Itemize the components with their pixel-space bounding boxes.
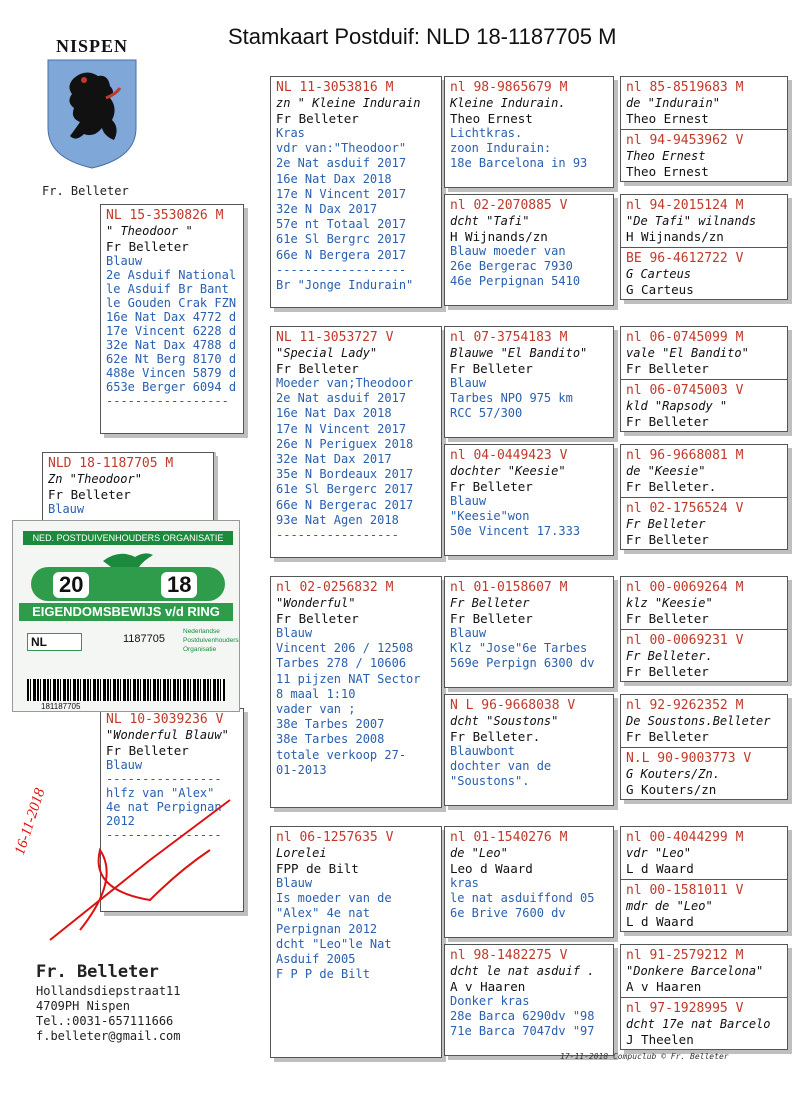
great-grandparent-detail-line: kras [450, 876, 479, 890]
grandparent-card [270, 326, 442, 558]
great-great-grandparent-owner: Theo Ernest [626, 164, 709, 179]
great-grandparent-owner: Theo Ernest [450, 111, 533, 126]
great-grandparent-detail-line: 46e Perpignan 5410 [450, 274, 581, 289]
great-great-grandparent-ring: BE 96-4612722 V [626, 251, 744, 266]
grandparent-detail-line: Is moeder van de [276, 891, 392, 906]
great-great-grandparent-name: G Kouters/Zn. [626, 767, 720, 781]
great-grandparent-detail-line: "Keesie"won [450, 509, 530, 524]
great-great-grandparent-owner: Fr Belleter [626, 414, 709, 429]
footer-email[interactable]: f.belleter@gmail.com [36, 1029, 181, 1043]
great-great-grandparent-owner: Fr Belleter [626, 611, 709, 626]
grandparent-detail-line: 32e N Dax 2017 [276, 202, 378, 217]
great-grandparent-detail-line: Donker kras [450, 994, 530, 1008]
signature-icon [40, 790, 240, 950]
grandparent-name: Lorelei [276, 846, 327, 860]
father-detail-line: 32e Nat Dax 4788 d [106, 338, 237, 352]
owner-short: Fr. Belleter [42, 184, 129, 198]
great-grandparent-name: de "Leo" [450, 846, 508, 860]
great-great-grandparent-owner: G Carteus [626, 282, 694, 297]
great-great-grandparent-card [621, 327, 787, 379]
father-detail-line: 653e Berger 6094 d [106, 380, 237, 394]
footer-stamp: 17-11-2018 Compuclub © Fr. Belleter [560, 1052, 729, 1061]
great-grandparent-owner: A v Haaren [450, 979, 526, 994]
page-title: Stamkaart Postduif: NLD 18-1187705 M [228, 24, 617, 49]
grandparent-ring: nl 06-1257635 V [276, 830, 394, 845]
mother-ring: NL 10-3039236 V [106, 712, 224, 727]
great-great-grandparent-card [621, 695, 787, 747]
grandparent-detail-line: ----------------- [276, 528, 399, 543]
great-grandparent-detail-line: Lichtkras. [450, 126, 523, 140]
great-great-grandparent-name: "Donkere Barcelona" [626, 964, 764, 978]
grandparent-ring: NL 11-3053727 V [276, 330, 394, 345]
father-detail-line: 62e Nt Berg 8170 d [106, 352, 237, 366]
grandparent-detail-line: F P P de Bilt [276, 967, 370, 982]
grandparent-ring: nl 02-0256832 M [276, 580, 394, 595]
great-great-grandparent-pair [620, 826, 788, 932]
grandparent-detail-line: Tarbes 278 / 10606 [276, 656, 407, 671]
great-great-grandparent-name: Fr Belleter [626, 517, 706, 531]
great-great-grandparent-ring: nl 00-1581011 V [626, 883, 744, 898]
great-great-grandparent-ring: nl 96-9668081 M [626, 448, 744, 463]
great-great-grandparent-name: G Carteus [626, 267, 692, 281]
great-great-grandparent-ring: nl 94-9453962 V [626, 133, 744, 148]
mother-detail-line: ---------------- [106, 772, 222, 786]
great-grandparent-owner: Fr Belleter [450, 361, 533, 376]
great-grandparent-card [444, 326, 614, 438]
father-ring: NL 15-3530826 M [106, 208, 224, 223]
great-great-grandparent-name: "De Tafi" wilnands [626, 214, 757, 228]
great-grandparent-card [444, 576, 614, 688]
great-great-grandparent-card [621, 827, 787, 879]
great-great-grandparent-card [621, 997, 787, 1050]
great-grandparent-name: dochter "Keesie" [450, 464, 566, 478]
grandparent-card [270, 76, 442, 308]
barcode [27, 679, 225, 701]
great-great-grandparent-ring: nl 02-1756524 V [626, 501, 744, 516]
great-grandparent-detail-line: 71e Barca 7047dv "97 [450, 1024, 595, 1039]
great-great-grandparent-owner: Fr Belleter [626, 729, 709, 744]
great-great-grandparent-ring: nl 85-8519683 M [626, 80, 744, 95]
great-grandparent-detail-line: 18e Barcelona in 93 [450, 156, 588, 171]
father-detail-line: 17e Vincent 6228 d [106, 324, 237, 338]
grandparent-detail-line: Vincent 206 / 12508 [276, 641, 414, 656]
great-grandparent-card [444, 444, 614, 556]
great-great-grandparent-ring: nl 00-0069231 V [626, 633, 744, 648]
father-details [106, 254, 238, 408]
grandparent-detail-line: 2e Nat asduif 2017 [276, 156, 407, 171]
great-great-grandparent-card [621, 247, 787, 300]
subject-owner: Fr Belleter [48, 487, 131, 502]
grandparent-detail-line: 11 pijzen NAT Sector [276, 671, 421, 686]
great-great-grandparent-ring: nl 00-4044299 M [626, 830, 744, 845]
great-great-grandparent-card [621, 497, 787, 550]
great-great-grandparent-pair [620, 694, 788, 800]
grandparent-detail-line: Asduif 2005 [276, 952, 356, 967]
great-grandparent-detail-line: "Soustons". [450, 774, 530, 789]
grandparent-owner: Fr Belleter [276, 111, 359, 126]
great-great-grandparent-owner: Theo Ernest [626, 111, 709, 126]
grandparent-owner: FPP de Bilt [276, 861, 359, 876]
grandparent-detail-line: Perpignan 2012 [276, 921, 378, 936]
grandparent-detail-line: 01-2013 [276, 762, 327, 777]
great-great-grandparent-card [621, 945, 787, 997]
great-grandparent-detail-line: Blauw [450, 626, 487, 640]
great-grandparent-name: dcht "Tafi" [450, 214, 530, 228]
certificate-year-band [31, 567, 225, 601]
great-great-grandparent-owner: G Kouters/zn [626, 782, 717, 797]
grandparent-detail-line: 66e N Bergerac 2017 [276, 497, 414, 512]
grandparent-name: zn " Kleine Indurain [276, 96, 421, 110]
great-grandparent-name: Kleine Indurain. [450, 96, 566, 110]
grandparent-detail-line: vdr van:"Theodoor" [276, 141, 407, 156]
club-name: NISPEN [56, 36, 129, 56]
barcode-number: 181187705 [41, 702, 81, 711]
great-great-grandparent-owner: Fr Belleter [626, 532, 709, 547]
great-grandparent-ring: nl 02-2070885 V [450, 198, 568, 213]
great-grandparent-detail-line: 6e Brive 7600 dv [450, 906, 566, 921]
great-grandparent-detail-line: Blauwbont [450, 744, 516, 758]
footer-phone: Tel.:0031-657111666 [36, 1014, 174, 1028]
father-detail-line: 488e Vincen 5879 d [106, 366, 237, 380]
great-grandparent-card [444, 694, 614, 806]
footer-city: 4709PH Nispen [36, 999, 130, 1013]
great-grandparent-card [444, 76, 614, 188]
father-card [100, 204, 244, 434]
great-grandparent-owner: Fr Belleter. [450, 729, 541, 744]
great-great-grandparent-pair [620, 444, 788, 550]
great-great-grandparent-name: dcht 17e nat Barcelo [626, 1017, 771, 1031]
father-detail-line: le Asduif Br Bant [106, 282, 229, 296]
great-great-grandparent-name: De Soustons.Belleter [626, 714, 771, 728]
great-great-grandparent-name: klz "Keesie" [626, 596, 713, 610]
grandparent-detail-line: dcht "Leo"le Nat [276, 936, 392, 951]
great-grandparent-detail-line: 50e Vincent 17.333 [450, 524, 581, 539]
great-great-grandparent-name: de "Indurain" [626, 96, 720, 110]
great-great-grandparent-pair [620, 576, 788, 682]
great-grandparent-card [444, 944, 614, 1056]
grandparent-detail-line: 38e Tarbes 2007 [276, 717, 385, 732]
footer-address: Hollandsdiepstraat11 [36, 984, 181, 998]
great-grandparent-detail-line: Tarbes NPO 975 km [450, 391, 573, 406]
great-great-grandparent-owner: A v Haaren [626, 979, 702, 994]
grandparent-detail-line: 35e N Bordeaux 2017 [276, 467, 414, 482]
great-great-grandparent-card [621, 195, 787, 247]
great-grandparent-name: dcht "Soustons" [450, 714, 559, 728]
great-great-grandparent-name: kld "Rapsody " [626, 399, 728, 413]
great-grandparent-ring: nl 01-1540276 M [450, 830, 568, 845]
great-great-grandparent-owner: L d Waard [626, 861, 694, 876]
great-grandparent-ring: nl 01-0158607 M [450, 580, 568, 595]
great-great-grandparent-name: de "Keesie" [626, 464, 706, 478]
mother-detail-line: hlfz van "Alex" [106, 786, 215, 800]
great-grandparent-owner: Leo d Waard [450, 861, 533, 876]
certificate-side-text: Nederlandse Postduivenhouders Organisatie [183, 628, 239, 653]
mother-detail-line: Blauw [106, 758, 143, 772]
grandparent-ring: NL 11-3053816 M [276, 80, 394, 95]
great-great-grandparent-ring: N.L 90-9003773 V [626, 751, 752, 766]
great-grandparent-card [444, 826, 614, 938]
father-detail-line: 16e Nat Dax 4772 d [106, 310, 237, 324]
mother-detail-line: 4e nat Perpignan [106, 800, 222, 814]
great-grandparent-owner: Fr Belleter [450, 479, 533, 494]
certificate-title: EIGENDOMSBEWIJS v/d RING [19, 603, 233, 621]
great-great-grandparent-ring: nl 00-0069264 M [626, 580, 744, 595]
subject-color: Blauw [48, 502, 85, 516]
great-grandparent-card [444, 194, 614, 306]
certificate-year-left: 20 [53, 572, 89, 598]
grandparent-detail-line: 57e nt Totaal 2017 [276, 217, 407, 232]
great-great-grandparent-card [621, 445, 787, 497]
great-great-grandparent-card [621, 77, 787, 129]
mother-owner: Fr Belleter [106, 743, 189, 758]
great-great-grandparent-name: Theo Ernest [626, 149, 706, 163]
great-grandparent-detail-line: dochter van de [450, 759, 552, 774]
grandparent-detail-line: ------------------ [276, 262, 407, 277]
ownership-certificate [12, 520, 240, 712]
grandparent-detail-line: 16e Nat Dax 2018 [276, 171, 392, 186]
great-grandparent-detail-line: 569e Perpign 6300 dv [450, 656, 595, 671]
great-great-grandparent-ring: nl 92-9262352 M [626, 698, 744, 713]
great-grandparent-detail-line: Blauw [450, 494, 487, 508]
great-grandparent-detail-line: 28e Barca 6290dv "98 [450, 1009, 595, 1024]
signature-date: 16-11-2018 [12, 786, 49, 857]
great-great-grandparent-pair [620, 194, 788, 300]
great-great-grandparent-card [621, 129, 787, 182]
great-great-grandparent-card [621, 747, 787, 800]
great-grandparent-owner: H Wijnands/zn [450, 229, 548, 244]
footer-contact [36, 984, 181, 1044]
great-grandparent-name: Fr Belleter [450, 596, 530, 610]
grandparent-detail-line: 17e N Vincent 2017 [276, 186, 407, 201]
great-grandparent-name: dcht le nat asduif . [450, 964, 595, 978]
grandparent-detail-line: Kras [276, 126, 305, 140]
great-grandparent-detail-line: Klz "Jose"6e Tarbes [450, 641, 588, 656]
father-owner: Fr Belleter [106, 239, 189, 254]
father-name: " Theodoor " [106, 224, 193, 238]
grandparent-detail-line: Blauw [276, 876, 313, 890]
grandparent-card [270, 826, 442, 1058]
grandparent-detail-line: 61e Sl Bergrc 2017 [276, 232, 407, 247]
lion-crest-icon [46, 58, 138, 170]
subject-ring: NLD 18-1187705 M [48, 456, 174, 471]
footer-owner: Fr. Belleter [36, 962, 159, 982]
great-grandparent-owner: Fr Belleter [450, 611, 533, 626]
great-grandparent-ring: nl 98-1482275 V [450, 948, 568, 963]
grandparent-detail-line: Moeder van;Theodoor [276, 376, 414, 390]
grandparent-detail-line: 32e Nat Dax 2017 [276, 452, 392, 467]
great-grandparent-detail-line: le nat asduiffond 05 [450, 891, 595, 906]
great-great-grandparent-owner: Fr Belleter. [626, 479, 717, 494]
grandparent-owner: Fr Belleter [276, 611, 359, 626]
great-great-grandparent-pair [620, 944, 788, 1050]
grandparent-detail-line: Br "Jonge Indurain" [276, 278, 414, 293]
grandparent-detail-line: Blauw [276, 626, 313, 640]
great-great-grandparent-owner: L d Waard [626, 914, 694, 929]
grandparent-detail-line: vader van ; [276, 702, 356, 717]
father-detail-line: Blauw [106, 254, 143, 268]
great-great-grandparent-owner: H Wijnands/zn [626, 229, 724, 244]
great-great-grandparent-card [621, 879, 787, 932]
grandparent-detail-line: 16e Nat Dax 2018 [276, 406, 392, 421]
great-grandparent-ring: nl 07-3754183 M [450, 330, 568, 345]
grandparent-detail-line: "Alex" 4e nat [276, 906, 370, 921]
great-grandparent-detail-line: Blauw moeder van [450, 244, 566, 258]
great-great-grandparent-ring: nl 97-1928995 V [626, 1001, 744, 1016]
grandparent-detail-line: 26e N Periguex 2018 [276, 436, 414, 451]
grandparent-name: "Wonderful" [276, 596, 356, 610]
great-grandparent-ring: nl 98-9865679 M [450, 80, 568, 95]
great-great-grandparent-card [621, 629, 787, 682]
great-grandparent-name: Blauwe "El Bandito" [450, 346, 588, 360]
great-great-grandparent-owner: J Theelen [626, 1032, 694, 1047]
grandparent-name: "Special Lady" [276, 346, 378, 360]
grandparent-detail-line: 66e N Bergera 2017 [276, 247, 407, 262]
great-great-grandparent-name: vale "El Bandito" [626, 346, 749, 360]
certificate-number: 1187705 [123, 633, 166, 645]
grandparent-detail-line: 17e N Vincent 2017 [276, 421, 407, 436]
great-grandparent-detail-line: 26e Bergerac 7930 [450, 259, 573, 274]
great-great-grandparent-ring: nl 94-2015124 M [626, 198, 744, 213]
mother-name: "Wonderful Blauw" [106, 728, 229, 742]
great-grandparent-detail-line: zoon Indurain: [450, 141, 552, 156]
grandparent-detail-line: 38e Tarbes 2008 [276, 732, 385, 747]
subject-card [42, 452, 214, 526]
great-great-grandparent-pair [620, 76, 788, 182]
great-grandparent-detail-line: Blauw [450, 376, 487, 390]
great-great-grandparent-ring: nl 06-0745099 M [626, 330, 744, 345]
father-detail-line: le Gouden Crak FZN [106, 296, 237, 310]
great-great-grandparent-name: mdr de "Leo" [626, 899, 713, 913]
certificate-country: NL [27, 633, 82, 651]
grandparent-detail-line: 8 maal 1:10 [276, 686, 356, 701]
grandparent-detail-line: 93e Nat Agen 2018 [276, 512, 399, 527]
great-grandparent-ring: N L 96-9668038 V [450, 698, 576, 713]
grandparent-detail-line: totale verkoop 27- [276, 747, 407, 762]
great-great-grandparent-ring: nl 91-2579212 M [626, 948, 744, 963]
great-grandparent-ring: nl 04-0449423 V [450, 448, 568, 463]
great-great-grandparent-owner: Fr Belleter [626, 361, 709, 376]
grandparent-owner: Fr Belleter [276, 361, 359, 376]
father-detail-line: ----------------- [106, 394, 229, 408]
certificate-year-right: 18 [161, 572, 197, 598]
great-great-grandparent-name: Fr Belleter. [626, 649, 713, 663]
subject-name: Zn "Theodoor" [48, 472, 142, 486]
great-great-grandparent-card [621, 577, 787, 629]
father-detail-line: 2e Asduif National [106, 268, 237, 282]
great-great-grandparent-owner: Fr Belleter [626, 664, 709, 679]
grandparent-detail-line: 2e Nat asduif 2017 [276, 391, 407, 406]
great-great-grandparent-pair [620, 326, 788, 432]
grandparent-detail-line: 61e Sl Bergerc 2017 [276, 482, 414, 497]
grandparent-card [270, 576, 442, 808]
great-great-grandparent-ring: nl 06-0745003 V [626, 383, 744, 398]
great-great-grandparent-card [621, 379, 787, 432]
certificate-org: NED. POSTDUIVENHOUDERS ORGANISATIE [23, 531, 233, 545]
mother-detail-line: ---------------- [106, 828, 222, 842]
great-great-grandparent-name: vdr "Leo" [626, 846, 692, 860]
great-grandparent-detail-line: RCC 57/300 [450, 406, 523, 421]
mother-detail-line: 2012 [106, 814, 135, 828]
